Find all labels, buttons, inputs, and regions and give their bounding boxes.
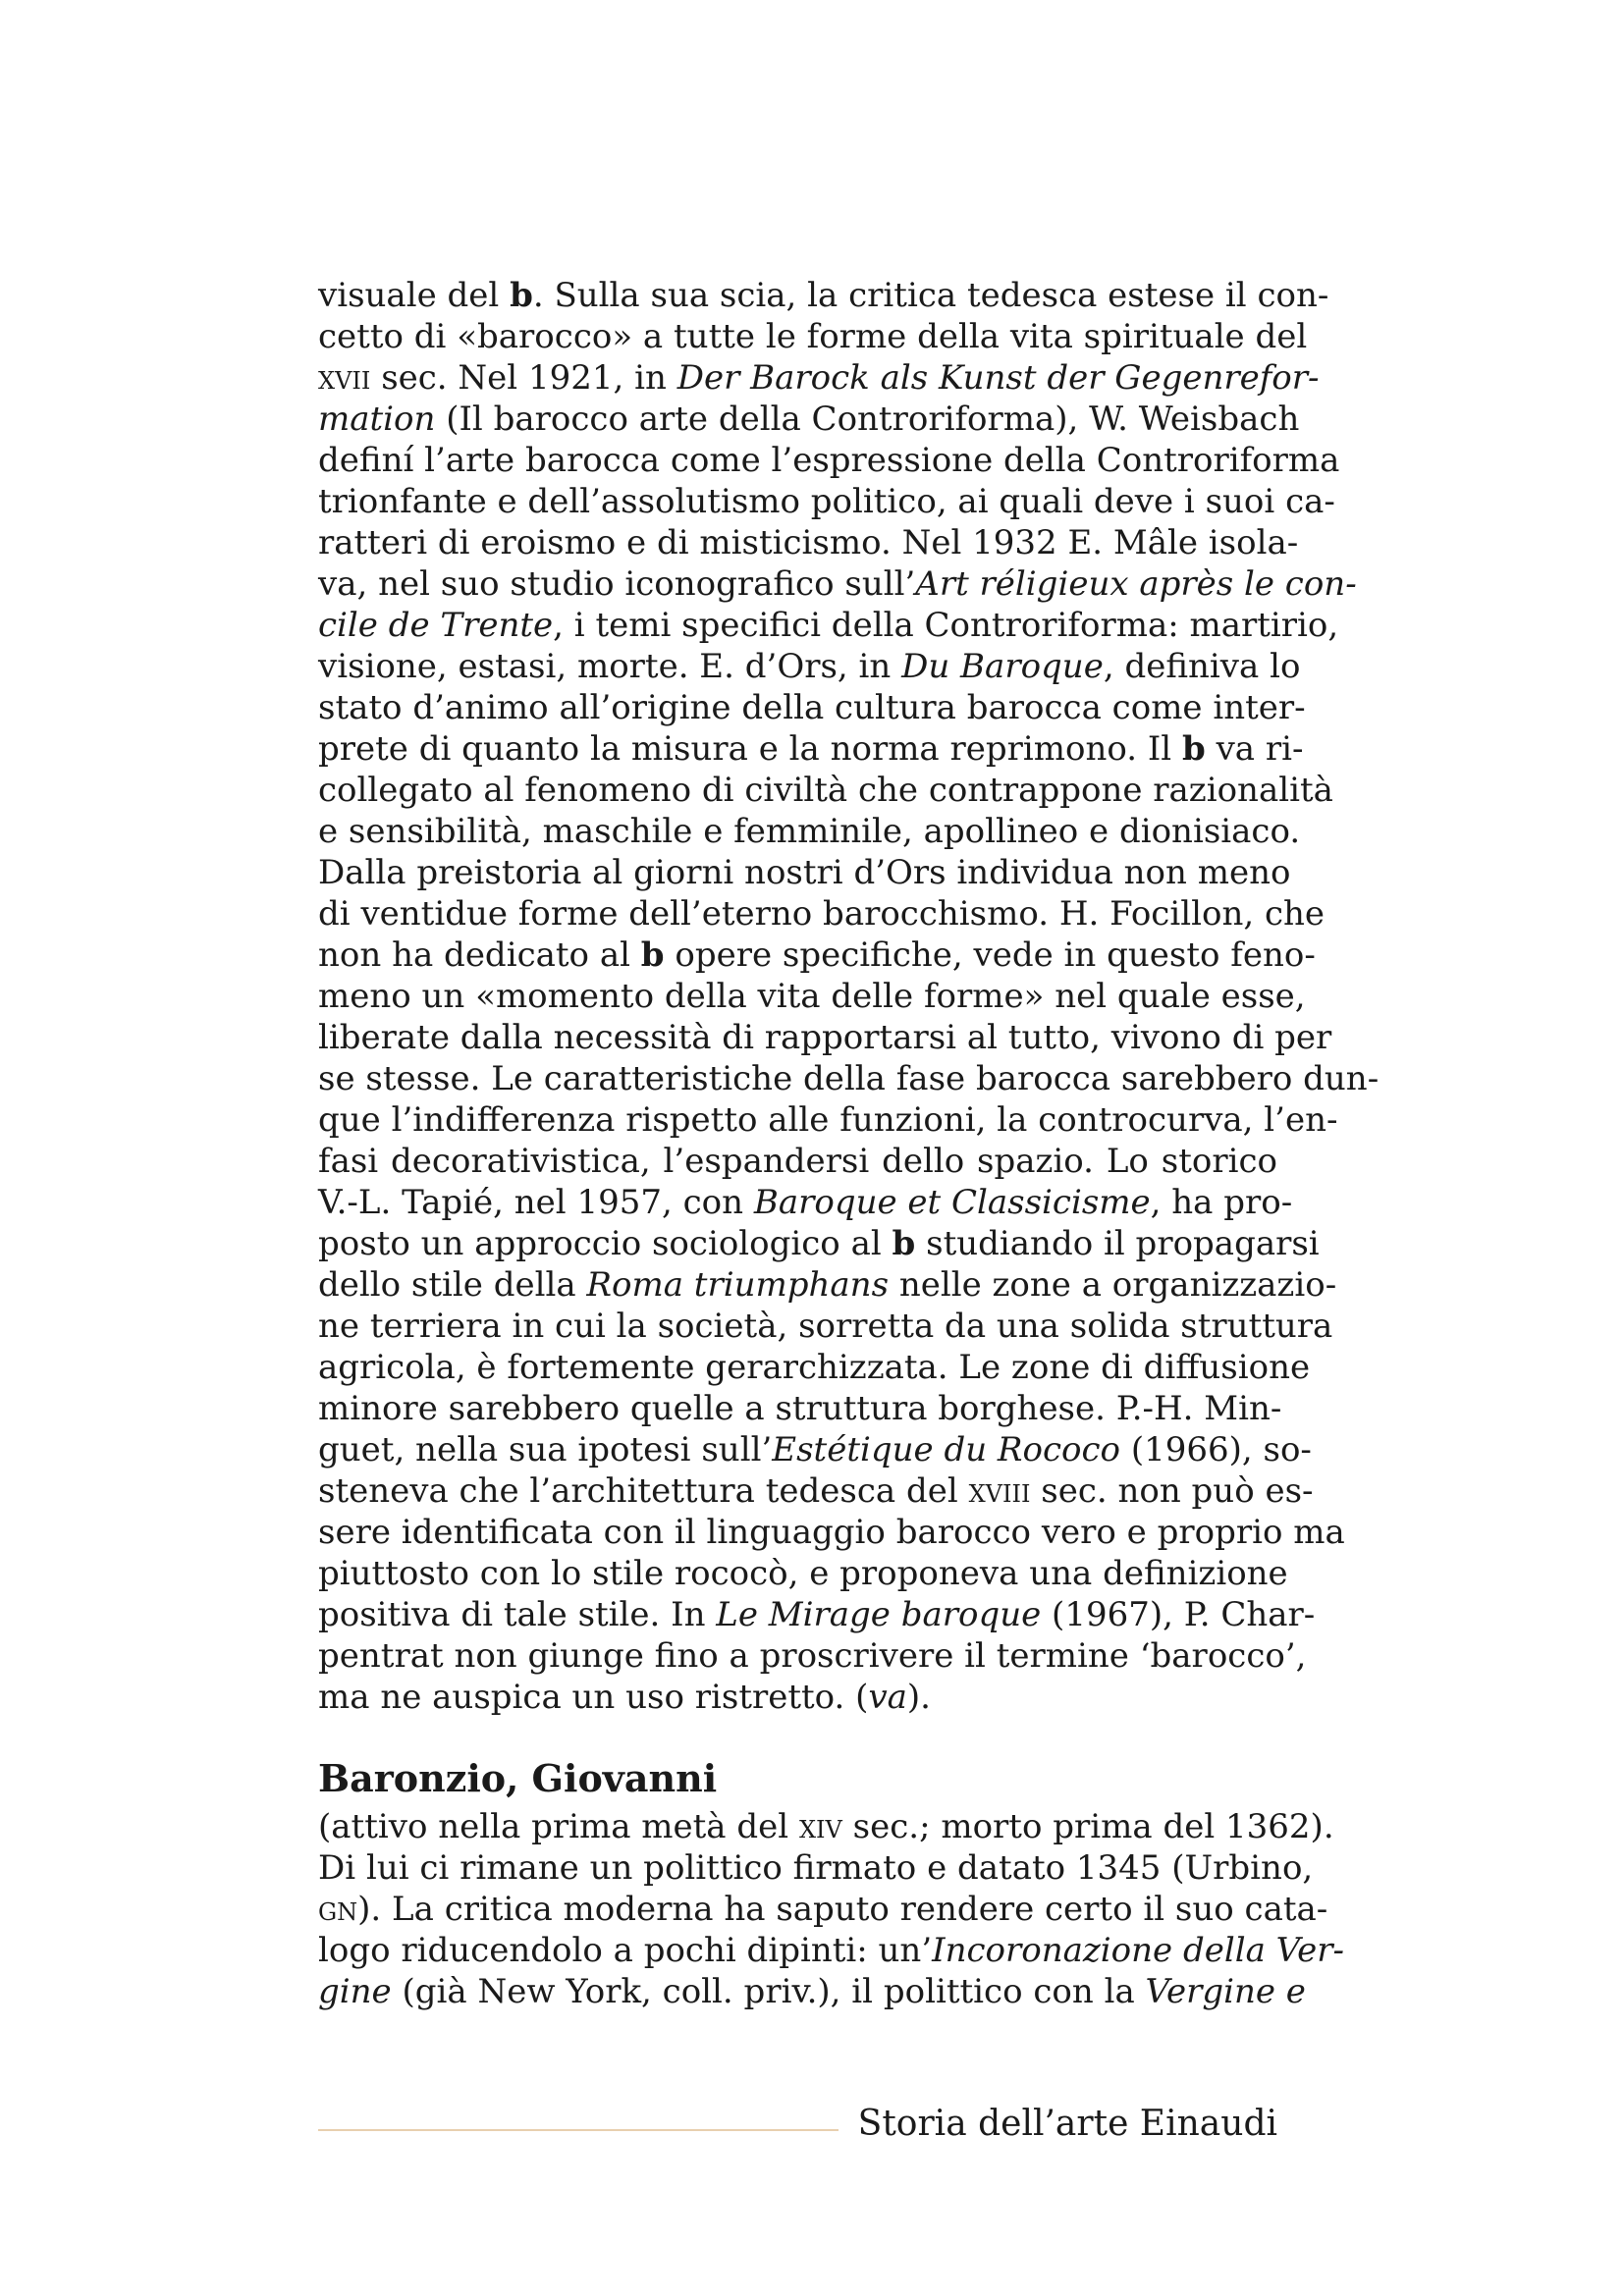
text-run: sere identificata con il linguaggio barocco vero e proprio ma: [318, 1513, 1345, 1552]
text-run: logo riducendolo a pochi dipinti: un’: [318, 1931, 933, 1970]
text-line: [318, 893, 1325, 934]
italic-title: Art réligieux après le con-: [915, 564, 1357, 604]
text-run: opere specifiche, vede in questo feno-: [664, 935, 1316, 975]
italic-title: Du Baroque: [901, 647, 1104, 686]
text-run: va ri-: [1205, 729, 1304, 769]
text-line: [318, 770, 1333, 811]
text-run: meno un «momento della vita delle forme» nel quale esse,: [318, 977, 1306, 1016]
text-run: pentrat non giunge fino a proscrivere il termine ‘barocco’,: [318, 1636, 1307, 1676]
italic-title: Baroque et Classicisme: [753, 1183, 1151, 1222]
footer-brand: Storia dell’arte Einaudi: [857, 2104, 1277, 2144]
text-line: [318, 481, 1335, 522]
text-run: que l’indifferenza rispetto alle funzioni, la controcurva, l’en-: [318, 1100, 1338, 1140]
text-run: (già New York, coll. priv.), il polittico con la: [391, 1972, 1146, 2011]
small-caps: gn: [318, 1890, 358, 1929]
text-run: se stesse. Le caratteristiche della fase barocca sarebbero dun-: [318, 1059, 1380, 1098]
text-run: piuttosto con lo stile rococò, e proponeva una definizione: [318, 1554, 1288, 1593]
text-line: [318, 1347, 1311, 1388]
text-run: , definiva lo: [1103, 647, 1301, 686]
text-line: [318, 605, 1339, 646]
small-caps: xiv: [798, 1807, 842, 1846]
text-line: [318, 1806, 1334, 1847]
text-line: [318, 934, 1316, 976]
page-body: [318, 275, 1380, 2012]
article-continuation: [318, 275, 1380, 1718]
text-run: sec. Nel 1921, in: [370, 358, 677, 398]
text-run: (Il barocco arte della Controriforma), W. Weisbach: [435, 400, 1300, 439]
text-run: ).: [906, 1678, 931, 1717]
text-line: [318, 852, 1291, 893]
text-run: fasi decorativistica, l’espandersi dello spazio. Lo storico: [318, 1142, 1277, 1181]
italic-title: mation: [318, 400, 436, 439]
text-run: V.-L. Tapié, nel 1957, con: [318, 1183, 754, 1222]
italic-title: Le Mirage baroque: [716, 1595, 1042, 1634]
text-line: [318, 1141, 1277, 1182]
text-run: sec. non può es-: [1030, 1471, 1314, 1511]
text-run: collegato al fenomeno di civiltà che contrappone razionalità: [318, 771, 1333, 810]
text-line: [318, 1553, 1288, 1594]
text-line: [318, 1470, 1314, 1512]
italic-title: Vergine e: [1145, 1972, 1306, 2011]
text-line: [318, 1677, 1277, 1718]
text-run: guet, nella sua ipotesi sull’: [318, 1430, 773, 1469]
small-caps: xvii: [318, 358, 371, 398]
text-run: sec.; morto prima del 1362).: [841, 1807, 1334, 1846]
footer-rule: [318, 2129, 839, 2131]
italic-title: Estétique du Rococo: [772, 1430, 1121, 1469]
text-run: nelle zone a organizzazio-: [889, 1265, 1337, 1305]
text-line: [318, 811, 1301, 852]
text-line: [318, 976, 1306, 1017]
text-run: e sensibilità, maschile e femminile, apollineo e dionisiaco.: [318, 812, 1301, 851]
bold-abbrev: b: [892, 1224, 916, 1263]
text-line: [318, 1635, 1307, 1677]
text-run: posto un approccio sociologico al: [318, 1224, 893, 1263]
italic-title: cile de Trente: [318, 606, 554, 645]
text-line: [318, 1594, 1316, 1635]
text-line: [318, 1512, 1345, 1553]
text-run: visione, estasi, morte. E. d’Ors, in: [318, 647, 902, 686]
text-run: . Sulla sua scia, la critica tedesca estese il con-: [532, 276, 1329, 315]
text-line: [318, 1429, 1312, 1470]
text-run: (attivo nella prima metà del: [318, 1807, 799, 1846]
text-run: agricola, è fortemente gerarchizzata. Le zone di diffusione: [318, 1348, 1311, 1387]
text-run: va, nel suo studio iconografico sull’: [318, 564, 916, 604]
italic-title: Der Barock als Kunst der Gegenrefor-: [676, 358, 1320, 398]
text-line: [318, 522, 1299, 563]
italic-title: gine: [318, 1972, 392, 2011]
text-run: liberate dalla necessità di rapportarsi al tutto, vivono di per: [318, 1018, 1332, 1057]
text-run: definí l’arte barocca come l’espressione della Controriforma: [318, 441, 1340, 480]
page-footer: [318, 2101, 1277, 2148]
text-line: [318, 1930, 1344, 1971]
text-run: cetto di «barocco» a tutte le forme della vita spirituale del: [318, 317, 1308, 356]
text-line: [318, 1847, 1314, 1889]
text-run: minore sarebbero quelle a struttura borghese. P.-H. Min-: [318, 1389, 1282, 1428]
text-run: stato d’animo all’origine della cultura barocca come inter-: [318, 688, 1306, 727]
text-line: [318, 728, 1304, 770]
text-run: visuale del: [318, 276, 511, 315]
bold-abbrev: b: [1181, 729, 1206, 769]
text-line: [318, 1099, 1338, 1141]
bold-abbrev: b: [640, 935, 665, 975]
entry-title: Baronzio, Giovanni: [318, 1756, 718, 1800]
bold-abbrev: b: [510, 276, 533, 315]
italic-title: va: [868, 1678, 907, 1717]
text-run: (1966), so-: [1120, 1430, 1312, 1469]
text-run: , ha pro-: [1150, 1183, 1293, 1222]
text-run: di ventidue forme dell’eterno barocchismo. H. Focillon, che: [318, 894, 1325, 934]
text-run: ne terriera in cui la società, sorretta da una solida struttura: [318, 1307, 1333, 1346]
text-line: [318, 1223, 1320, 1264]
text-line: [318, 1388, 1282, 1429]
italic-title: Roma triumphans: [586, 1265, 890, 1305]
text-run: trionfante e dell’assolutismo politico, ai quali deve i suoi ca-: [318, 482, 1335, 521]
text-line: [318, 646, 1301, 687]
text-line: [318, 1017, 1332, 1058]
text-line: [318, 1306, 1333, 1347]
text-line: [318, 357, 1320, 399]
text-run: , i temi specifici della Controriforma: martirio,: [553, 606, 1339, 645]
text-run: ). La critica moderna ha saputo rendere certo il suo cata-: [357, 1890, 1328, 1929]
italic-title: Incoronazione della Ver-: [932, 1931, 1344, 1970]
text-run: (1967), P. Char-: [1041, 1595, 1316, 1634]
entry-body: [318, 1806, 1344, 2012]
text-run: steneva che l’architettura tedesca del: [318, 1471, 969, 1511]
small-caps: xviii: [968, 1471, 1031, 1511]
text-line: [318, 399, 1300, 440]
text-line: [318, 275, 1329, 316]
text-line: [318, 687, 1306, 728]
text-run: Dalla preistoria al giorni nostri d’Ors individua non meno: [318, 853, 1291, 892]
text-line: [318, 1971, 1306, 2012]
text-run: dello stile della: [318, 1265, 587, 1305]
text-run: prete di quanto la misura e la norma reprimono. Il: [318, 729, 1182, 769]
text-run: positiva di tale stile. In: [318, 1595, 717, 1634]
text-line: [318, 1889, 1328, 1930]
text-run: non ha dedicato al: [318, 935, 641, 975]
text-line: [318, 1264, 1337, 1306]
text-line: [318, 1182, 1293, 1223]
text-line: [318, 1058, 1380, 1099]
text-run: studiando il propagarsi: [915, 1224, 1320, 1263]
text-run: Di lui ci rimane un polittico firmato e datato 1345 (Urbino,: [318, 1848, 1314, 1888]
text-line: [318, 440, 1340, 481]
text-run: ratteri di eroismo e di misticismo. Nel 1932 E. Mâle isola-: [318, 523, 1299, 562]
text-run: ma ne auspica un uso ristretto. (: [318, 1678, 869, 1717]
text-line: [318, 316, 1308, 357]
text-line: [318, 563, 1357, 605]
